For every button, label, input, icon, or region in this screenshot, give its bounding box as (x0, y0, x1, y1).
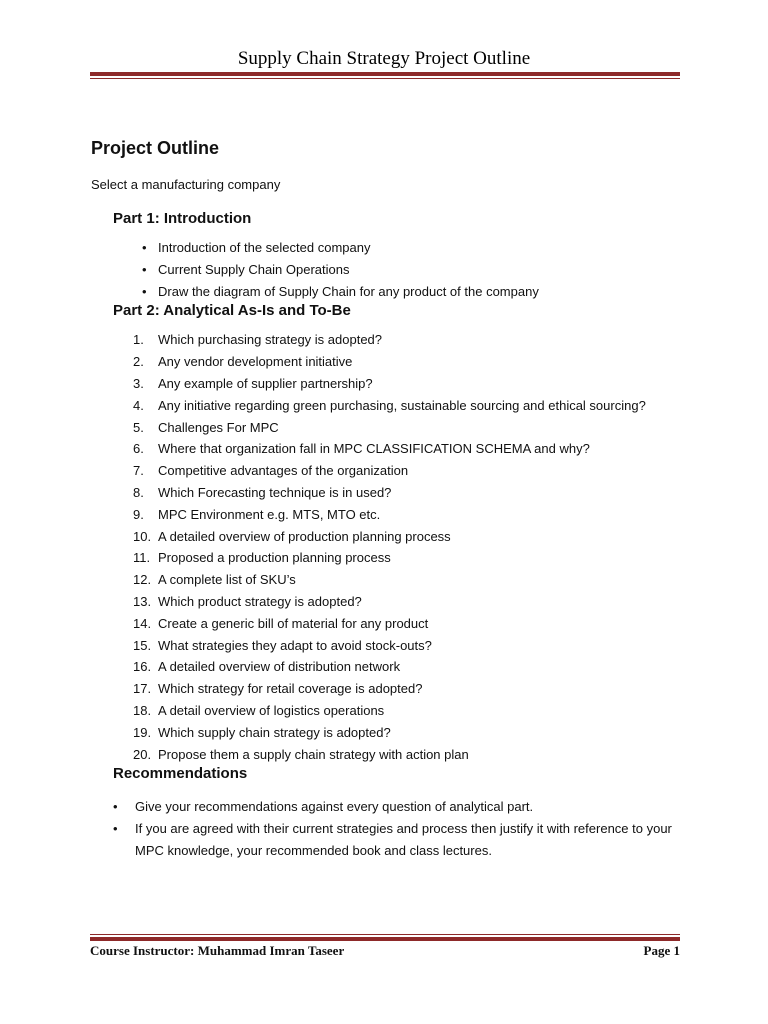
list-item: 9. MPC Environment e.g. MTS, MTO etc. (133, 506, 381, 522)
bullet-icon: • (113, 821, 118, 837)
part1-heading: Part 1: Introduction (113, 210, 252, 227)
part2-heading: Part 2: Analytical As-Is and To-Be (113, 302, 351, 320)
bullet-icon: • (113, 799, 118, 815)
list-item: 13. Which product strategy is adopted? (133, 593, 362, 609)
list-item: 10. A detailed overview of production planning process (133, 528, 451, 544)
list-item: 15. What strategies they adapt to avoid stock-outs? (133, 637, 432, 653)
list-item: 2. Any vendor development initiative (133, 354, 353, 370)
list-item: 12. A complete list of SKU’s (133, 572, 296, 588)
list-item: • If you are agreed with their current strategies and process then justify it with reference to your MPC knowledge, your recommended book and class lectures. (91, 818, 691, 862)
footer-rule (90, 934, 680, 941)
list-item: 6. Where that organization fall in MPC CLASSIFICATION SCHEMA and why? (133, 441, 590, 457)
list-item: 11. Proposed a production planning process (133, 550, 391, 566)
bullet-icon: • (142, 261, 147, 277)
list-item: 4. Any initiative regarding green purchasing, sustainable sourcing and ethical sourcing? (133, 397, 646, 413)
list-item: 19. Which supply chain strategy is adopted? (133, 724, 391, 740)
list-item: • Current Supply Chain Operations (91, 259, 691, 281)
header-title: Supply Chain Strategy Project Outline (237, 48, 531, 69)
part1-list (91, 237, 691, 302)
list-item: 5. Challenges For MPC (133, 419, 279, 435)
list-item: • Introduction of the selected company (91, 237, 691, 259)
list-item: • Give your recommendations against every question of analytical part. (91, 796, 691, 818)
list-item: 16. A detailed overview of distribution network (133, 659, 401, 675)
footer-instructor: Course Instructor: Muhammad Imran Taseer (90, 943, 345, 958)
intro-text: Select a manufacturing company (91, 177, 281, 192)
bullet-icon: • (142, 283, 147, 299)
part2-list (91, 329, 691, 765)
document-body (91, 138, 691, 862)
recommendations-heading: Recommendations (113, 765, 248, 783)
recommendations-list (91, 796, 691, 862)
list-item: 18. A detail overview of logistics operations (133, 702, 385, 718)
list-item: 14. Create a generic bill of material for any product (133, 615, 429, 631)
document-title: Project Outline (91, 138, 220, 158)
list-item: 17. Which strategy for retail coverage is adopted? (133, 681, 423, 697)
list-item: 7. Competitive advantages of the organization (133, 463, 409, 479)
list-item: • Draw the diagram of Supply Chain for any product of the company (91, 281, 691, 303)
list-item: 20. Propose them a supply chain strategy with action plan (133, 746, 469, 762)
list-item: 3. Any example of supplier partnership? (133, 375, 373, 391)
list-item: 8. Which Forecasting technique is in used? (133, 484, 392, 500)
bullet-icon: • (142, 240, 147, 255)
list-item: 1. Which purchasing strategy is adopted? (133, 332, 383, 348)
page-number: Page 1 (643, 943, 680, 958)
header-rule (90, 72, 680, 79)
